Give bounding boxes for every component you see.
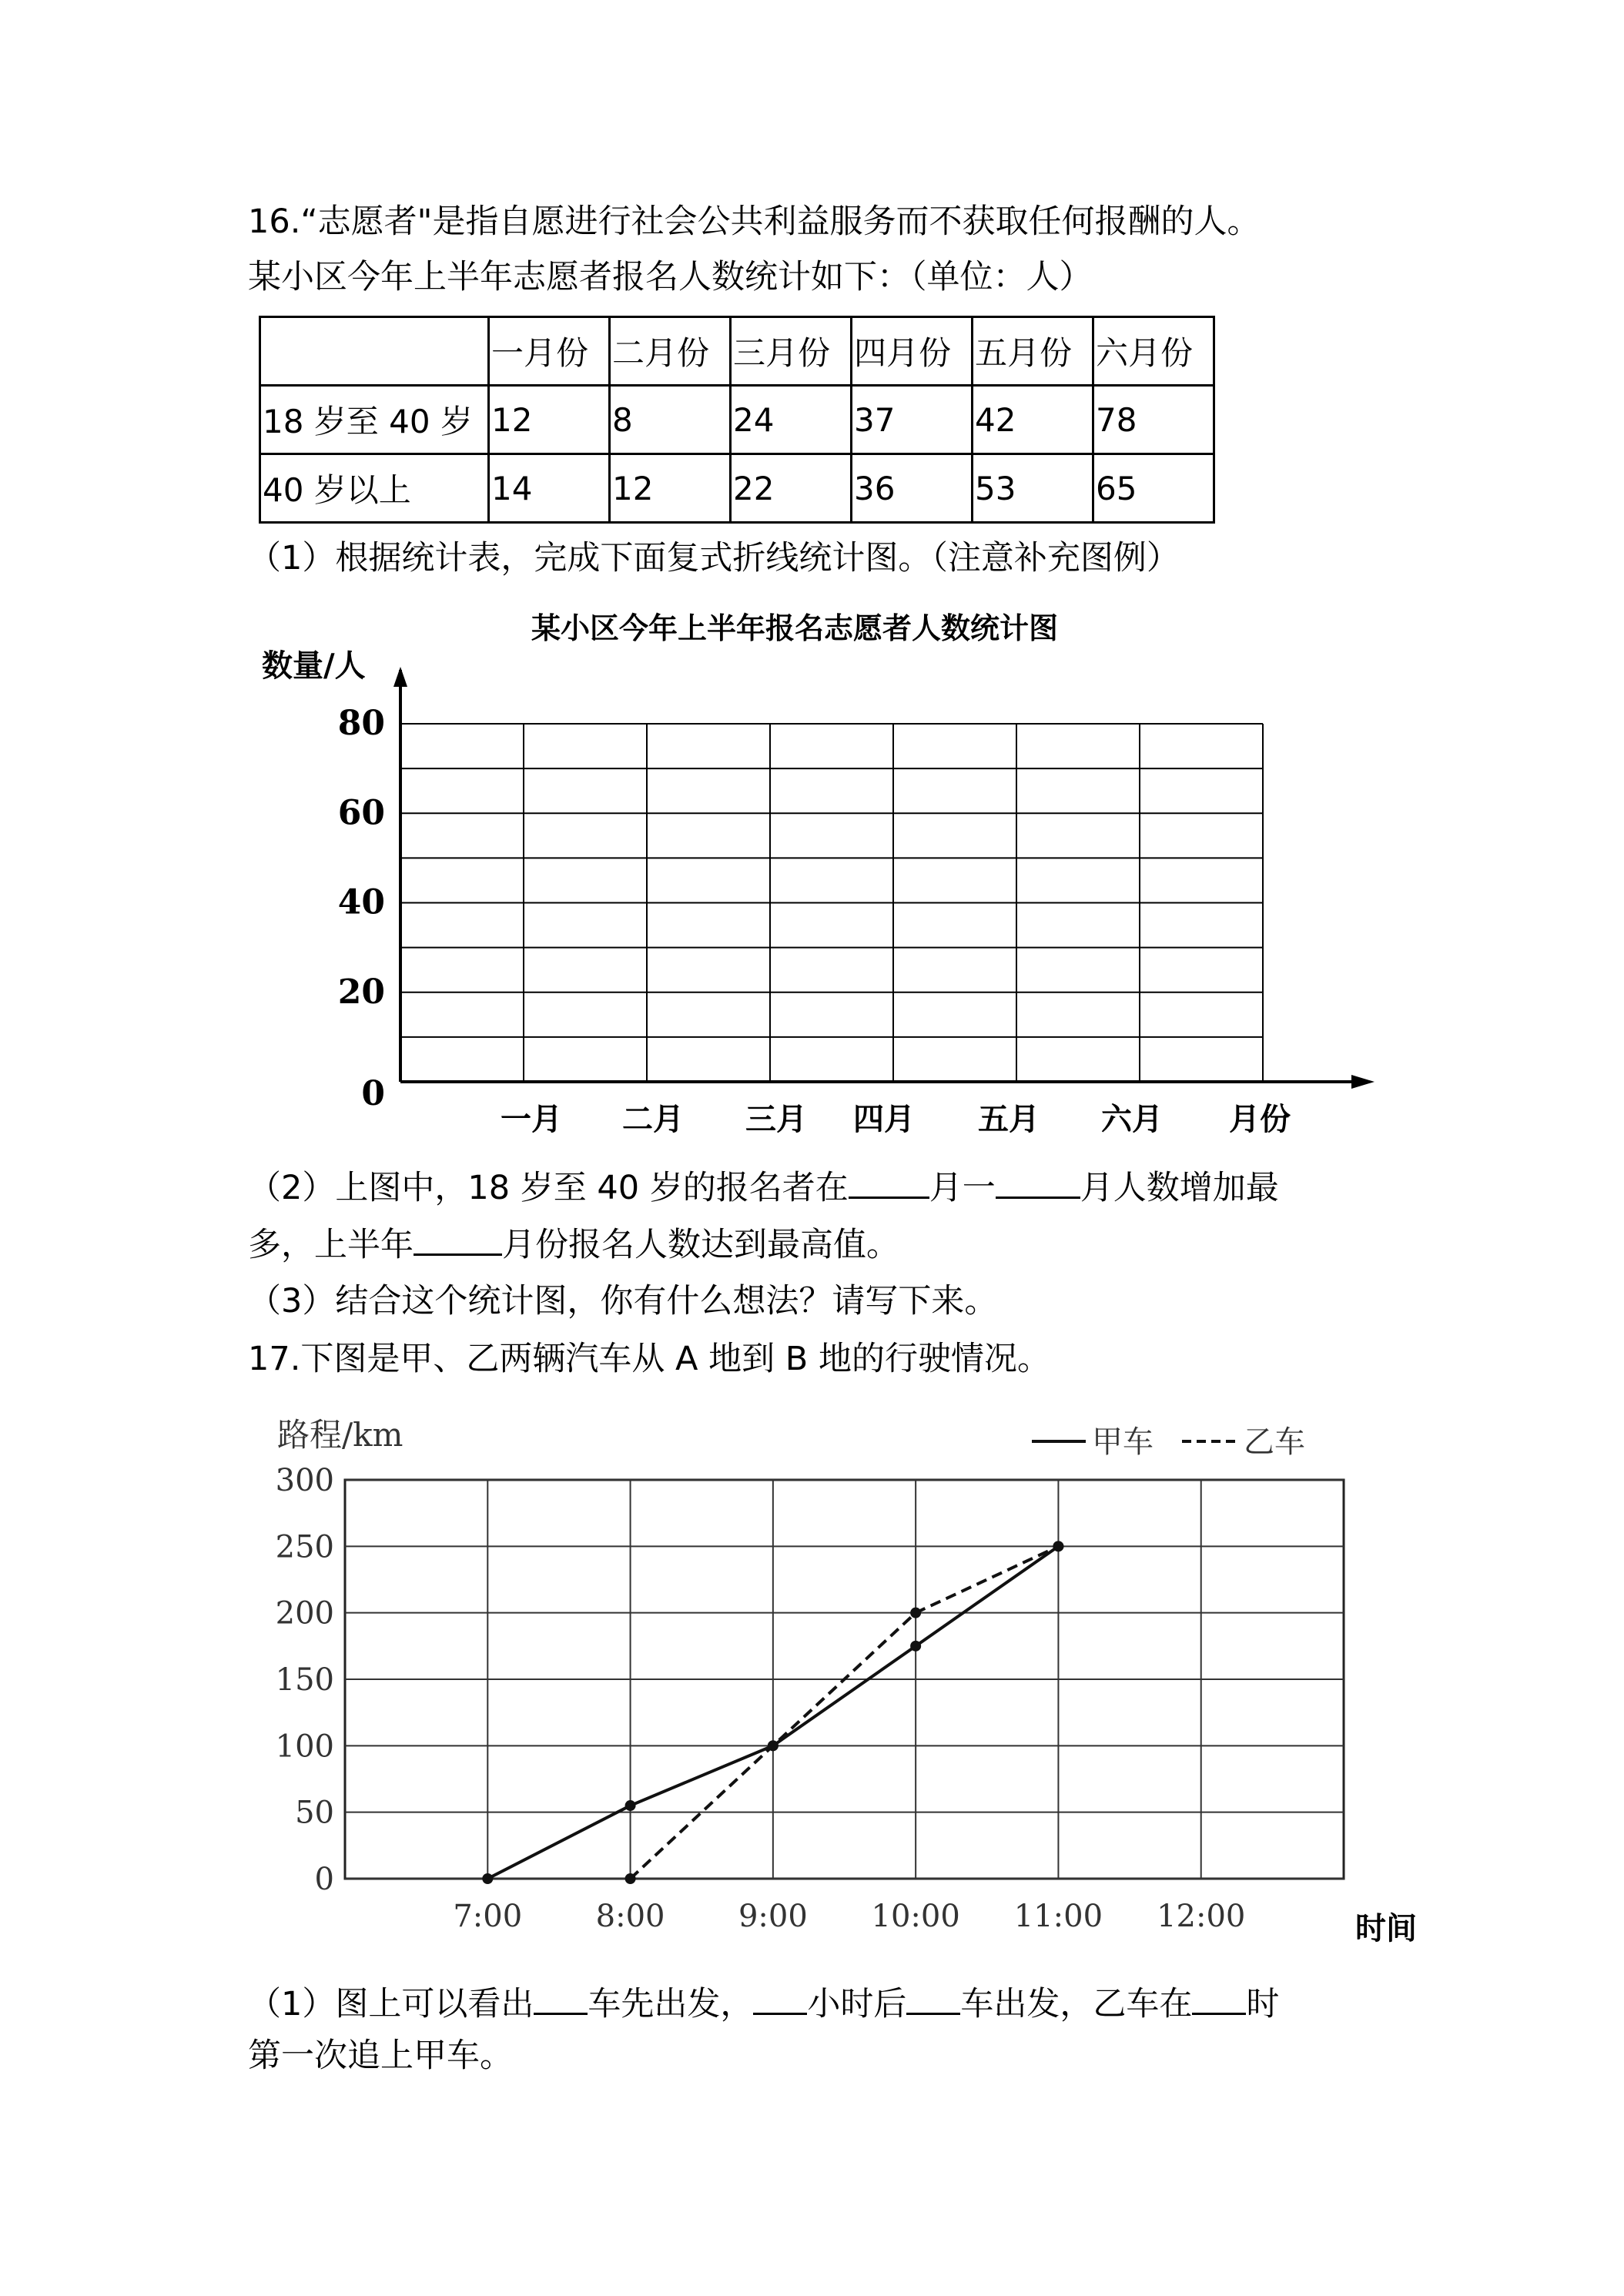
q17-part1-line1 (248, 1977, 1279, 2027)
data-point (910, 1608, 921, 1618)
chart1-title: 某小区今年上半年报名志愿者人数统计图 (531, 611, 1059, 645)
table-cell: 六月份 (1093, 317, 1214, 386)
answer-blank[interactable] (1192, 1977, 1246, 2015)
chart1-x-tick-label: 三月 (745, 1101, 807, 1137)
table-cell: 三月份 (731, 317, 852, 386)
chart2-legend-label: 乙车 (1244, 1424, 1305, 1460)
q17-part1-text: 车出发，乙车在 (960, 1985, 1193, 2023)
chart1-y-tick-label: 0 (361, 1074, 385, 1113)
q16-stem-line1: 16.“志愿者"是指自愿进行社会公共利益服务而不获取任何报酬的人。 (248, 202, 1261, 241)
chart2-x-tick-label: 10:00 (871, 1899, 960, 1934)
chart2-y-tick-label: 200 (275, 1595, 334, 1632)
chart1-axes (393, 667, 1375, 1089)
data-point (768, 1740, 779, 1751)
chart2-y-tick-label: 100 (275, 1729, 334, 1765)
table-cell (260, 317, 489, 386)
chart1-x-tick-label: 五月 (978, 1101, 1040, 1137)
chart2-y-tick-label: 0 (314, 1862, 334, 1897)
chart2-x-tick-label: 9:00 (738, 1899, 808, 1934)
chart2-labels (276, 1416, 1417, 1946)
table-cell: 36 (852, 454, 973, 523)
chart1-x-tick-label: 四月 (853, 1101, 915, 1137)
chart2-x-tick-label: 8:00 (595, 1899, 665, 1934)
series-yiche-line (631, 1546, 1059, 1879)
table-cell: 37 (852, 386, 973, 454)
table-row (260, 386, 1214, 454)
answer-blank[interactable] (996, 1161, 1080, 1199)
q16-stem-line2: 某小区今年上半年志愿者报名人数统计如下：（单位：人） (248, 258, 1093, 296)
q16-part2-line2 (248, 1218, 899, 1268)
table-cell: 14 (489, 454, 610, 523)
chart1-x-tick-label: 一月 (501, 1101, 562, 1137)
data-point (1053, 1541, 1063, 1551)
q17-stem: 17.下图是甲、乙两辆汽车从 A 地到 B 地的行驶情况。 (248, 1340, 1050, 1378)
chart2-y-axis-label: 路程/km (277, 1416, 403, 1454)
table-cell: 22 (731, 454, 852, 523)
table-cell: 53 (973, 454, 1093, 523)
table-header-row (260, 317, 1214, 386)
distance-time-chart (0, 1401, 1624, 1946)
table-cell: 8 (610, 386, 731, 454)
answer-blank[interactable] (534, 1977, 588, 2015)
chart2-y-tick-label: 50 (295, 1795, 334, 1831)
table-cell: 42 (973, 386, 1093, 454)
chart1-labels (262, 648, 1291, 1137)
table-cell: 18 岁至 40 岁 (260, 386, 489, 454)
q16-part3: （3）结合这个统计图，你有什么想法？请写下来。 (248, 1282, 998, 1320)
table-cell: 二月份 (610, 317, 731, 386)
q17-part1-line2: 第一次追上甲车。 (248, 2037, 513, 2075)
chart1-y-tick-label: 80 (337, 704, 385, 743)
chart2-legend-label: 甲车 (1092, 1424, 1154, 1460)
answer-blank[interactable] (906, 1977, 960, 2015)
q17-part1-text: （1）图上可以看出 (248, 1985, 534, 2023)
volunteer-stats-table (259, 316, 1215, 524)
chart1-x-arrow (1351, 1075, 1375, 1089)
chart2-x-tick-label: 7:00 (453, 1899, 523, 1934)
table-cell: 12 (489, 386, 610, 454)
answer-blank[interactable] (414, 1218, 502, 1256)
chart1-y-arrow (393, 667, 407, 687)
data-point (910, 1641, 921, 1652)
chart2-y-tick-label: 250 (275, 1529, 334, 1565)
data-point (625, 1800, 636, 1811)
q16-part2-text: 多，上半年 (248, 1226, 414, 1264)
q16-part2-text: 月份报名人数达到最高值。 (502, 1226, 899, 1264)
table-cell: 四月份 (852, 317, 973, 386)
table-cell: 五月份 (973, 317, 1093, 386)
table-cell: 12 (610, 454, 731, 523)
chart2-x-axis-label: 时间 (1355, 1910, 1417, 1946)
q17-part1-text: 时 (1246, 1985, 1280, 2023)
chart1-y-tick-label: 40 (337, 882, 385, 922)
table-row (260, 454, 1214, 523)
chart2-y-tick-label: 150 (275, 1662, 334, 1698)
q16-part2-line1 (248, 1161, 1279, 1211)
q16-part1: （1）根据统计表，完成下面复式折线统计图。（注意补充图例） (248, 539, 1180, 577)
chart1-x-tick-label: 六月 (1101, 1101, 1163, 1137)
volunteer-line-chart (0, 631, 1624, 1170)
table-cell: 65 (1093, 454, 1214, 523)
table-cell: 一月份 (489, 317, 610, 386)
answer-blank[interactable] (849, 1161, 929, 1199)
answer-blank[interactable] (753, 1977, 807, 2015)
chart2-y-tick-label: 300 (275, 1463, 334, 1498)
chart2-x-tick-label: 11:00 (1013, 1899, 1103, 1934)
chart2-x-tick-label: 12:00 (1157, 1899, 1246, 1934)
q17-part1-text: 小时后 (807, 1985, 907, 2023)
table-cell: 40 岁以上 (260, 454, 489, 523)
q16-part2-text: 月人数增加最 (1080, 1169, 1279, 1207)
chart1-x-axis-label: 月份 (1229, 1101, 1291, 1137)
table-cell: 24 (731, 386, 852, 454)
chart1-y-tick-label: 20 (337, 972, 385, 1012)
chart1-x-tick-label: 二月 (622, 1101, 684, 1137)
table-cell: 78 (1093, 386, 1214, 454)
chart1-y-tick-label: 60 (337, 793, 385, 833)
q16-part2-text: （2）上图中，18 岁至 40 岁的报名者在 (248, 1169, 849, 1207)
chart1-grid (400, 724, 1263, 1082)
q16-part2-text: 月一 (929, 1169, 996, 1207)
data-point (625, 1873, 636, 1884)
data-point (482, 1873, 493, 1884)
chart1-y-axis-label: 数量/人 (262, 648, 366, 684)
q17-part1-text: 车先出发， (588, 1985, 754, 2023)
